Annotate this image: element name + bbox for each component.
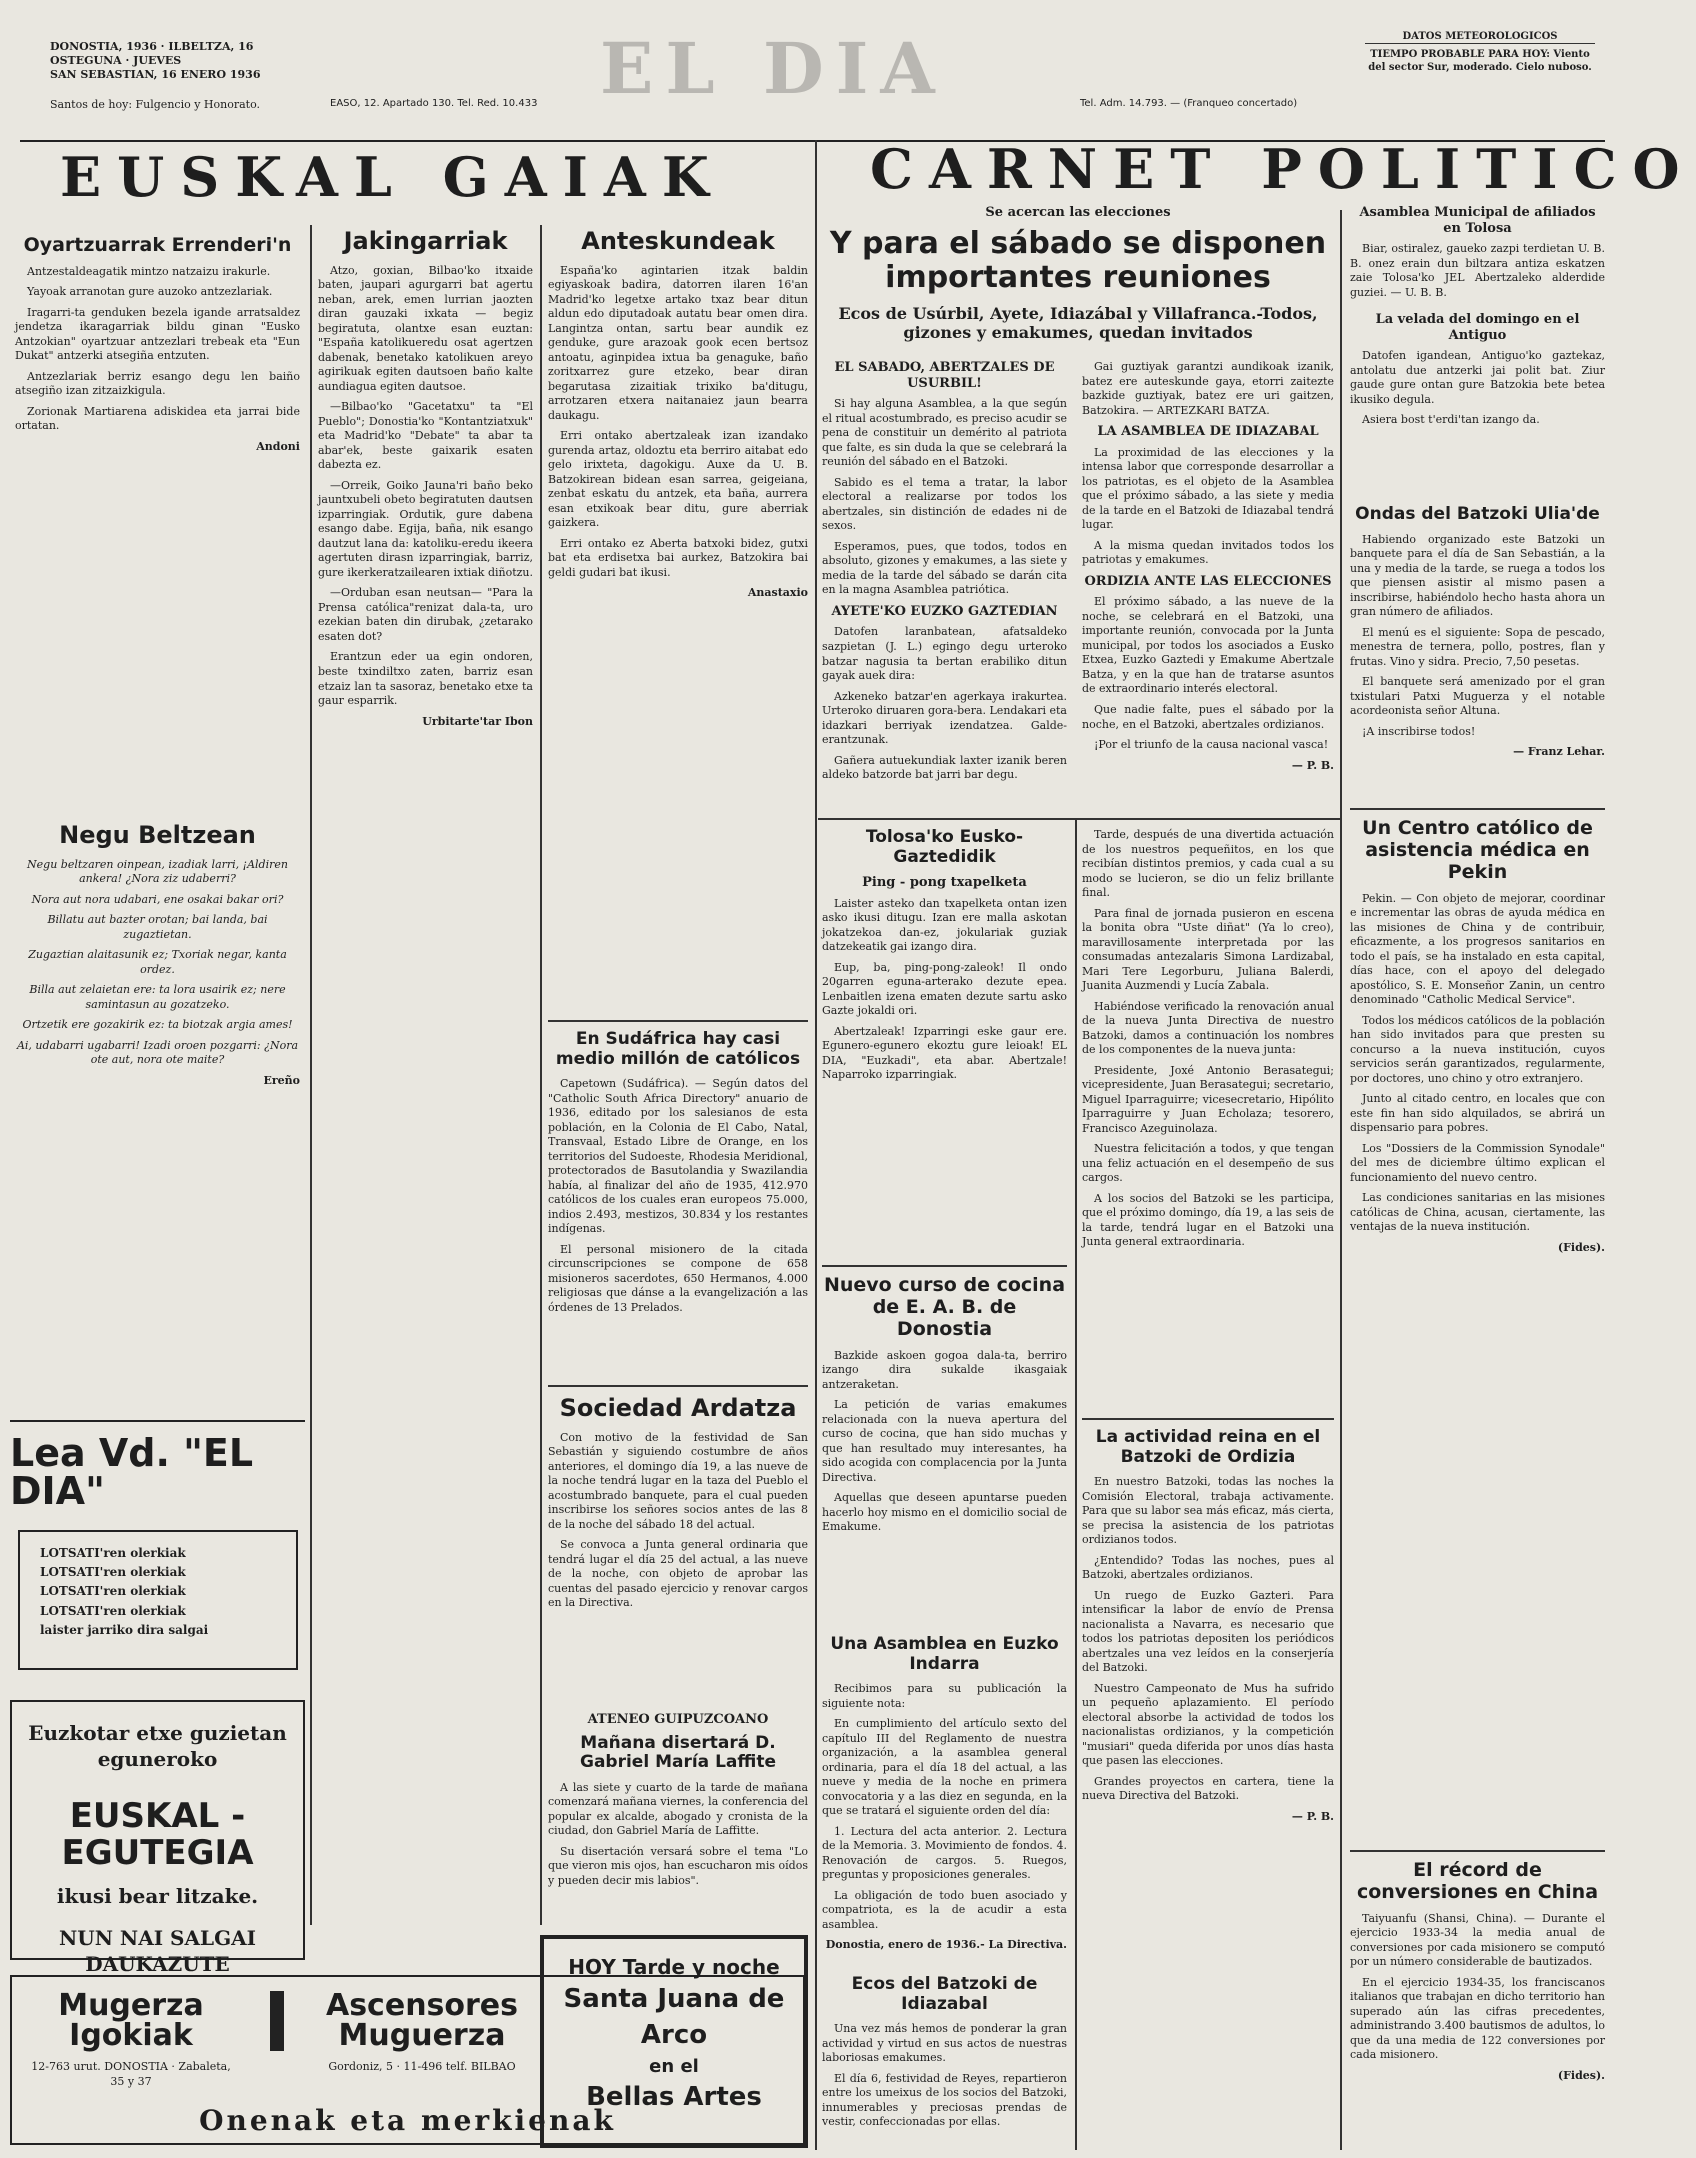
- article-sabado-lead: Se acercan las elecciones Y para el sábado se disponen importantes reuniones Ecos de Usúrbil, Ayete, Idiazábal y Villafranca.-Todos, gizones y emakumes, quedan invitados: [822, 205, 1334, 355]
- ad-lea-el-dia: Lea Vd. "EL DIA": [10, 1420, 305, 1480]
- article-euzko-indarra: Una Asamblea en Euzko Indarra Recibimos para su publicación la siguiente nota: En cumplimiento del artículo sexto del capítulo III del Reglamento de nuestra organización, a la asamblea general ordinaria, para el día 18 del actual, a las nueve y media de la noche en primera convocatoria y a las diez en segunda, en la que se tratará el siguiente orden del día: 1. Lectura del acta anterior. 2. Lectura de la Memoria. 3. Movimiento de fondos. 4. Renovación de cargos. 5. Ruegos, preguntas y proposiciones generales. La obligación de todo buen asociado y compatriota, es la de acudir a esta asamblea. Donostia, enero de 1936.- La Directiva.: [822, 1634, 1067, 1952]
- article-anteskundeak: Anteskundeak España'ko agintarien itzak baldin egiyaskoak badira, datorren ilaren 16'an Madrid'ko legetxe artako txaz bear ditun aldun edo diputadoak autatu bear omen dira. Langintza ontan, sartu bear aundik ez genduke, gure arazoak gook ecen bertsoz antoatu, aginpidea ixtua ba genaguke, baño zoritxarrez gure etzeko, bear diran begarutasa zizaitiak trixiko ba'ditugu, arrotzaren etxera naitanaiez jaun bearra daukagu. Erri ontako abertzaleak izan izandako gurenda artaz, oldoztu eta berriro aitabat edo gelo irixteta, dagokigu. Auxe da U. B. Batzokirean bidean esan sarrea, geigeiana, zenbat eskatu du antzek, eta baña, aurrera esan etxikoak bear ditu, gure aberriak gaizkera. Erri ontako ez Aberta batxoki bidez, gutxi bat eta erdisetxa bai aurkez, Batzokira bai geldi gudari bat ikusi. Anastaxio: [548, 227, 808, 600]
- article-record-china: El récord de conversiones en China Taiyuanfu (Shansi, China). — Durante el ejercicio 1933-34 la media anual de conversiones por cada misionero se computó por un número considerable de bautizados. En el ejercicio 1934-35, los franciscanos italianos que trabajan en dicho territorio han superado aún las cifras precedentes, administrando 3.400 bautismos de adultos, lo que da una media de 122 conversiones por cada misionero. (Fides).: [1350, 1850, 1605, 2155]
- column-rule: [815, 140, 817, 2150]
- article-signature: Urbitarte'tar Ibon: [422, 714, 533, 728]
- masthead: [20, 20, 1605, 142]
- column-rule: [1340, 210, 1342, 2150]
- article-ulia: Ondas del Batzoki Ulia'de Habiendo organizado este Batzoki un banquete para el día de San Sebastián, a la una y media de la tarde, se ruega a todos los que piensen asistir al mismo pasen a inscribirse, habiéndolo hecho hasta ahora un gran número de afiliados. El menú es el siguiente: Sopa de pescado, menestra de ternera, pollo, postres, flan y frutas. Vino y sidra. Precio, 7,50 pesetas. El banquete será amenizado por el gran txistulari Patxi Muguerza y el notable acordeonista señor Altuna. ¡A inscribirse todos! — Franz Lehar.: [1350, 504, 1605, 759]
- article-title: Ondas del Batzoki Ulia'de: [1355, 504, 1600, 524]
- article-title: Oyartzuarrak Errenderi'n: [23, 234, 292, 256]
- article-title: El récord de conversiones en China: [1356, 1859, 1599, 1903]
- newspaper-logo: EL DIA: [600, 27, 947, 110]
- article-laffite: ATENEO GUIPUZCOANO Mañana disertará D. Gabriel María Laffite A las siete y cuarto de la tarde de mañana comenzará mañana viernes, la conferencia del popular ex alcalde, abogado y cronista de la ciudad, don Gabriel María de Laffitte. Su disertación versará sobre el tema "Lo que vieron mis ojos, han escucharon mis oídos y pueden decir mis labios".: [548, 1712, 808, 1887]
- article-ecos-idiazabal: Ecos del Batzoki de Idiazabal Una vez más hemos de ponderar la gran actividad y virtud en sus actos de nuestras laboriosas emakumes. El día 6, festividad de Reyes, repartieron entre los umeixus de los socios del Batzoki, innumerables y preciosas prendas de vestir, confeccionadas por ellas.: [822, 1974, 1067, 2129]
- article-title: Y para el sábado se disponen importantes reuniones: [829, 225, 1327, 296]
- article-asamblea-tolosa: Asamblea Municipal de afiliados en Tolosa Biar, ostiralez, gaueko zazpi terdietan U. B. B. onez erain dun biltzara antiza eskatzen zaie Tolosa'ko JEL Abertzaleko alderdide guziei. — U. B. B.: [1350, 205, 1605, 299]
- article-curso-cocina: Nuevo curso de cocina de E. A. B. de Donostia Bazkide askoen gogoa dala-ta, berriro izango dira sukalde ikasgaiak antzeraketan. La petición de varias emakumes relacionada con la nueva apertura del curso de cocina, que han sido muchas y que han resultado muy interesantes, ha sido acogida con complacencia por la Junta Directiva. Aquellas que deseen apuntarse pueden hacerlo hoy mismo en el domicilio social de Emakume.: [822, 1265, 1067, 1635]
- article-ordizia-actividad: La actividad reina en el Batzoki de Ordizia En nuestro Batzoki, todas las noches la Comisión Electoral, trabaja activamente. Para que su labor sea más eficaz, más cierta, se precisa la asistencia de los patriotas ordizianos todos. ¿Entendido? Todas las noches, pues al Batzoki, abertzales ordizianos. Un ruego de Euzko Gazteri. Para intensificar la labor de envío de Prensa nacionalista a Navarra, es necesario que todos los patriotas depositen los periódicos abertzales una vez leídos en la conserjería del Batzoki. Nuestro Campeonato de Mus ha sufrido un pequeño aplazamiento. El período electoral absorbe la actividad de todos los nacionalistas ordizianos, y la competición "musiari" queda diferida por unos días hasta que pasen las elecciones. Grandes proyectos en cartera, tiene la nueva Directiva del Batzoki. — P. B.: [1082, 1418, 1334, 2158]
- article-title: La actividad reina en el Batzoki de Ordizia: [1095, 1427, 1321, 1467]
- article-title: Nuevo curso de cocina de E. A. B. de Donostia: [823, 1274, 1066, 1340]
- article-title: Jakingarriak: [343, 227, 508, 255]
- article-title: Una Asamblea en Euzko Indarra: [830, 1634, 1059, 1674]
- elevator-bar-icon: [270, 1991, 284, 2051]
- section-title-right: CARNET POLITICO: [870, 137, 1696, 201]
- tel-line: Tel. Adm. 14.793. — (Franqueo concertado): [1080, 98, 1298, 109]
- article-jakingarriak: Jakingarriak Atzo, goxian, Bilbao'ko itxaide baten, jaupari agurgarri bat agertu neban, arek, emen lurrian jaozten diran gauzaki ixkata — begiz begiratuta, olantxe esan euztan: "España katolikueredu osat agertzen dabenak, benetako katolikuen areyo agirikuak egiten dautsoen baño kalte aundiagua egiten dautsoe. —Bilbao'ko "Gacetatxu" ta "El Pueblo"; Donostia'ko "Kontantziatxuk" eta Madrid'ko "Debate" ta abar ta abar'ek, beste gaixarik esaten dabezta ez. —Orreik, Goiko Jauna'ri baño beko jauntxubeli obeto begiratuten dautsen izparringiak. Ordutik, gure dabena esango dabe. Egija, baña, nik esango dautzut lana da: katoliku-eredu ikeera agertuten dirasn izparringiak, barriz, gure ikerkeratzailearen ixtiak diñotzu. —Orduban esan neutsan— "Para la Prensa católica"renizat dala-ta, uro ezekian baten din dirubak, ¿zetarako esaten dot? Erantzun eder ua egin ondoren, beste txindiltxo zaten, barriz esan etzaiz lan ta sasoraz, benetako etxe ta gaur esparrik. Urbitarte'tar Ibon: [318, 227, 534, 728]
- article-oyartzun: Oyartzuarrak Errenderi'n Antzestaldeagatik mintzo natzaizu irakurle. Yayoak arranotan gure auzoko antzezlariak. Iragarri-ta genduken bezela igande arratsaldez jendetza ikaragarriak bildu ginan "Eusko Antzokian" oyartzuar antzezlari trebeak eta "Eun Dukat" antzerki atsegiña entzuten. Antzezlariak berriz esango degu len baiño atsegiño izan zitzaizkigula. Zorionak Martiarena adiskidea eta jarrai bide ortatan. Andoni: [15, 234, 300, 453]
- article-sudafrica: En Sudáfrica hay casi medio millón de católicos Capetown (Sudáfrica). — Según datos del "Catholic South Africa Directory" anuario de 1936, editado por los salesianos de esta población, en la Colonia de El Cabo, Natal, Transvaal, Estado Libre de Orange, en los territorios del Sudoeste, Rhodesia Meridional, protectorados de Basutolandia y Swazilandia había, al finalizar del año de 1935, 412.970 católicos de los cuales eran europeos 75.000, indios 2.493, mestizos, 30.834 y los restantes indígenas. El personal misionero de la citada circunscripciones se compone de 658 misioneros sacerdotes, 650 Hermanos, 4.000 religiosas que dánse a la evangelización a las órdenes de 13 Prelados.: [548, 1020, 808, 1380]
- weather-box: DATOS METEOROLOGICOS TIEMPO PROBABLE PARA HOY: Viento del sector Sur, moderado. Cielo nuboso.: [1365, 30, 1595, 74]
- article-idiazabal-asamblea: Gai guztiyak garantzi aundikoak izanik, batez ere auteskunde gaya, etorri zaitezte bazkide guztiyak, batez ere uri gaitzen, Batzokira. — ARTEZKARI BATZA. LA ASAMBLEA DE IDIAZABAL La proximidad de las elecciones y la intensa labor que corresponde desarrollar a los patriotas, es el objeto de la Asamblea que el próximo sábado, a las siete y media de la tarde en el Batzoki de Idiazabal tendrá lugar. A la misma quedan invitados todos los patriotas y emakumes. ORDIZIA ANTE LAS ELECCIONES El próximo sábado, a las nueve de la noche, se celebrará en el Batzoki, una importante reunión, convocada por la Junta municipal, por todos los asociados a Eusko Etxea, Euzko Gaztedi y Emakume Abertzale Batza, y en la que han de tratarse asuntos de extraordinario interés electoral. Que nadie falte, pues el sábado por la noche, en el Batzoki, abertzales ordizianos. ¡Por el triunfo de la causa nacional vasca! — P. B.: [1082, 360, 1334, 772]
- column-rule: [1075, 820, 1077, 2150]
- ad-lotsatia: LOTSATI'ren olerkiak LOTSATI'ren olerkiak LOTSATI'ren olerkiak LOTSATI'ren olerkiak laister jarriko dira salgai: [18, 1530, 298, 1670]
- article-usurbil: EL SABADO, ABERTZALES DE USURBIL! Si hay alguna Asamblea, a la que según el ritual acostumbrado, es preciso acudir se pena de constituir un demérito al patriota que falte, es sin duda la que se celebrará la reunión del sábado en el Batzoki. Sabido es el tema a tratar, la labor electoral a realizarse por todos los abertzales, sin distinción de edades ni de sexos. Esperamos, pues, que todos, todos en absoluto, gizones y emakumes, a las siete y media de la tarde del sábado se darán cita en la magna Asamblea patriótica. AYETE'KO EUZKO GAZTEDIAN Datofen laranbatean, afatsaldeko sazpietan (J. L.) egingo degu urteroko batzar nagusia ta bertan erabiliko ditun gayak auek dira: Azkeneko batzar'en agerkaya irakurtea. Urteroko diruaren gora-bera. Lendakari eta idazkari berriyak izendatzea. Galde-erantzunak. Gañera autuekundiak laxter izanik beren aldeko batzorde bat jarri bar degu.: [822, 360, 1067, 782]
- article-idiazabal-cont: Tarde, después de una divertida actuación de los nuestros pequeñitos, en los que recibían distintos premios, y cada cual a su modo se lucieron, se dio un feliz brillante final. Para final de jornada pusieron en escena la bonita obra "Uste diñat" (Ya lo creo), maravillosamente interpretada por las consumadas antezalaris Simona Lardizabal, Mari Tere Legorburu, Juliana Balerdi, Juanita Auzmendi y Lucía Zabala. Habiéndose verificado la renovación anual de la nueva Junta Directiva de nuestro Batzoki, damos a continuación los nombres de los componentes de la nueva junta: Presidente, Joxé Antonio Berasategui; vicepresidente, Juan Berasategui; secretario, Miguel Iparraguirre; vicesecretario, Hipólito Iparraguirre y Juan Echolaza; tesorero, Francisco Azeguinolaza. Nuestra felicitación a todos, y que tengan una feliz actuación en el desempeño de sus cargos. A los socios del Batzoki se les participa, que el próximo domingo, día 19, a las seis de la tarde, tendrá lugar en el Batzoki una Junta general extraordinaria.: [1082, 828, 1334, 1249]
- article-tolosa-gaztedi: Tolosa'ko Eusko-Gaztedidik Ping - pong txapelketa Laister asteko dan txapelketa ontan izen asko ikusi ditugu. Izan ere malla askotan jokatzekoa dan-ez, jokulariak guziak datzekeatik gai izango dira. Eup, ba, ping-pong-zaleok! Il ondo 20garren eguna-arterako dezute epea. Lenbaitlen izena ematen dezute sartu asko Gazte jokaldi ori. Abertzaleak! Izparringi eske gaur ere. Egunero-egunero ekoztu gure leioak! EL DIA, "Euzkadi", eta abar. Abertzale! Naparroko izparringiak.: [822, 827, 1067, 1082]
- address-line: EASO, 12. Apartado 130. Tel. Red. 10.433: [330, 98, 538, 109]
- article-title: Anteskundeak: [581, 227, 775, 255]
- article-antiguo: La velada del domingo en el Antiguo Datofen igandean, Antiguo'ko gaztekaz, antolatu due antzerki jai polit bat. Ziur gaude gure ontan gure Batzokia bete betea ikusiko degula. Asiera bost t'erdi'tan izango da.: [1350, 312, 1605, 427]
- article-sociedad-ardatza: Sociedad Ardatza Con motivo de la festividad de San Sebastián y siguiendo costumbre de años anteriores, el domingo día 19, a las nueve de la noche tendrá lugar en la taza del Pueblo el acostumbrado banquete, para el cual pueden inscribirse los señores socios antes de las 8 de la noche del sábado 18 del actual. Se convoca a Junta general ordinaria que tendrá lugar el día 25 del actual, a las nueve de la noche, con objeto de aprobar las cuentas del pasado ejercicio y renovar cargos en la Directiva.: [548, 1385, 808, 1715]
- column-rule: [540, 225, 542, 1925]
- article-title: Ecos del Batzoki de Idiazabal: [851, 1974, 1038, 2014]
- article-title: En Sudáfrica hay casi medio millón de católicos: [555, 1029, 801, 1069]
- ad-euskal-egutegia: Euzkotar etxe guzietan eguneroko EUSKAL - EGUTEGIA ikusi bear litzake. NUN NAI SALGAI DAUKAZUTE: [10, 1700, 305, 1960]
- article-title: Un Centro católico de asistencia médica en Pekin: [1362, 817, 1593, 883]
- date-block: DONOSTIA, 1936 · ILBELTZA, 16 OSTEGUNA · JUEVES SAN SEBASTIAN, 16 ENERO 1936: [50, 40, 261, 81]
- article-title: Mañana disertará D. Gabriel María Laffite: [580, 1732, 776, 1773]
- ad-mugerza: Mugerza Igokiak 12-763 urut. DONOSTIA · Zabaleta, 35 y 37 Ascensores Muguerza Gordoniz, 5 · 11-496 telf. BILBAO Onenak eta merkienak: [10, 1975, 805, 2145]
- ad-santa-juana: HOY Tarde y noche Santa Juana de Arco en el Bellas Artes: [540, 1935, 808, 2148]
- article-title: Sociedad Ardatza: [559, 1394, 797, 1422]
- article-negu-beltzean: Negu Beltzean Negu beltzaren oinpean, izadiak larri, ¡Aldiren ankera! ¿Nora ziz udaberri? Nora aut nora udabari, ene osakai bakar ori? Billatu aut bazter orotan; bai landa, bai zugaztietan. Zugaztian alaitasunik ez; Txoriak negar, kanta ordez. Billa aut zelaietan ere: ta lora usairik ez; nere samintasun au gozatzeko. Ortzetik ere gozakirik ez: ta biotzak argia ames! Ai, udabarri ugabarri! Izadi oroen pozgarri: ¿Nora ote aut, nora ote maite? Ereño: [16, 821, 300, 1087]
- article-signature: Ereño: [263, 1073, 300, 1087]
- saints-line: Santos de hoy: Fulgencio y Honorato.: [50, 98, 260, 111]
- article-signature: Anastaxio: [747, 586, 808, 600]
- article-title: Tolosa'ko Eusko-Gaztedidik: [865, 827, 1024, 867]
- article-signature: Andoni: [256, 440, 300, 453]
- article-pekin: Un Centro católico de asistencia médica en Pekin Pekin. — Con objeto de mejorar, coordinar e incrementar las obras de ayuda médica en las misiones de China y de contribuir, eficazmente, a los progresos sanitarios en todo el país, se ha instalado en esta capital, días hace, con el apoyo del delegado apostólico, S. E. Monseñor Zanin, un centro denominado "Catholic Medical Service". Todos los médicos católicos de la población han sido invitados para que presten su concurso a la nueva institución, cuyos servicios serán garantizados, regularmente, por doctores, uno chino y otro extranjero. Junto al citado centro, en locales que con este fin han sido alquilados, se abrirá un dispensario para pobres. Los "Dossiers de la Commission Synodale" del mes de diciembre último explican el funcionamiento del nuevo centro. Las condiciones sanitarias en las misiones católicas de China, acusan, ciertamente, las ventajas de la nueva institución. (Fides).: [1350, 808, 1605, 1848]
- section-rule: [818, 818, 1340, 820]
- section-title-left: EUSKAL GAIAK: [60, 145, 725, 209]
- article-title: Negu Beltzean: [59, 821, 256, 849]
- column-rule: [310, 225, 312, 1925]
